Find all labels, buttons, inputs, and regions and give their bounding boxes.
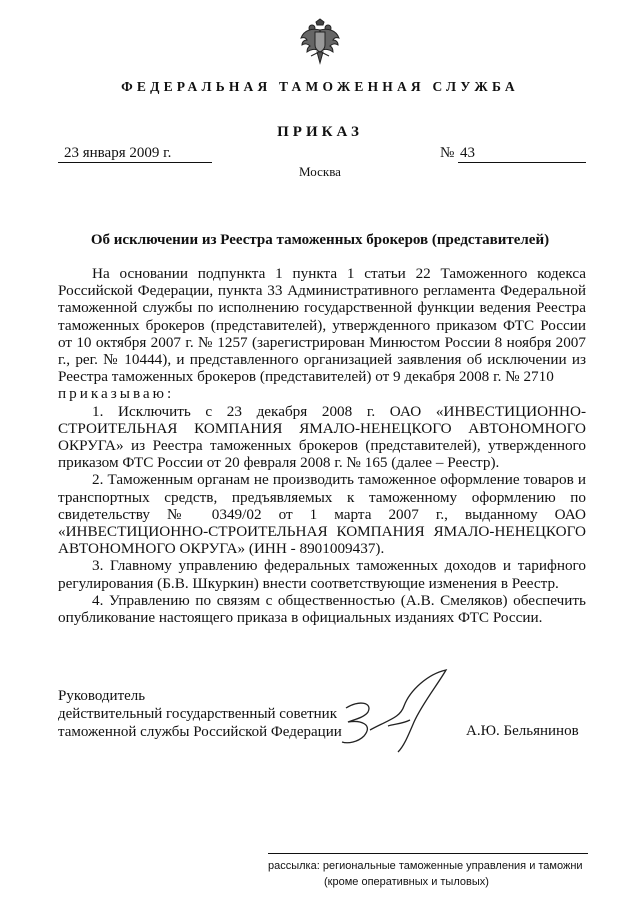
order-item-2: 2. Таможенным органам не производить таможенное оформление товаров и транспортных средств, предъявляемых к таможенному оформлению по свидетельству № 0349/02 от 1 марта 2007 г., выданному ОАО «ИНВЕСТИЦИОННО-СТРОИТЕЛЬНАЯ КОМПАНИЯ ЯМАЛО-НЕНЕЦКОГО АВТОНОМНОГО ОКРУГА» (ИНН - 8901009437). xyxy=(58,471,586,558)
document-body xyxy=(58,265,586,626)
number-label: № xyxy=(440,145,455,161)
order-item-1: 1. Исключить с 23 декабря 2008 г. ОАО «ИНВЕСТИЦИОННО-СТРОИТЕЛЬНАЯ КОМПАНИЯ ЯМАЛО-НЕНЕЦКОГО АВТОНОМНОГО ОКРУГА» из Реестра таможенных брокеров (представителей), утвержденного приказом ФТС России от 20 февраля 2008 г. № 165 (далее – Реестр). xyxy=(58,402,586,472)
distribution-divider xyxy=(268,853,588,854)
distribution-line-1: рассылка: региональные таможенные управления и таможни xyxy=(268,860,583,872)
order-item-3: 3. Главному управлению федеральных таможенных доходов и тарифного регулирования (Б.В. Шкуркин) внести соответствующие изменения в Реестр. xyxy=(58,557,586,592)
document-city: Москва xyxy=(299,164,341,179)
document-type: ПРИКАЗ xyxy=(277,124,363,140)
document-date: 23 января 2009 г. xyxy=(58,145,212,163)
distribution-note xyxy=(268,858,592,890)
signatory-rank: действительный государственный советник xyxy=(58,706,338,722)
preamble-paragraph: На основании подпункта 1 пункта 1 статьи 22 Таможенного кодекса Российской Федерации, пункта 33 Административного регламента Федеральной таможенной службы по исполнению государственной функции ведения Реестра таможенных брокеров (представителей), утвержденного приказом ФТС России от 10 октября 2007 г. № 1257 (зарегистрирован Минюстом России 8 ноября 2007 г., рег. № 10444), и представленного организацией заявления об исключении из Реестра таможенных брокеров (представителей) от 9 декабря 2008 г. № 2710 xyxy=(58,265,586,386)
document-number: 43 xyxy=(458,145,586,163)
signatory-position: Руководитель xyxy=(58,688,146,704)
order-word: приказываю: xyxy=(58,385,175,403)
order-item-4: 4. Управлению по связям с общественностью (А.В. Смеляков) обеспечить опубликование настоящего приказа в официальных изданиях ФТС России. xyxy=(58,591,586,627)
agency-name: ФЕДЕРАЛЬНАЯ ТАМОЖЕННАЯ СЛУЖБА xyxy=(121,79,519,94)
handwritten-signature-icon xyxy=(318,660,468,760)
document-title: Об исключении из Реестра таможенных брокеров (представителей) xyxy=(90,232,550,248)
signatory-name: А.Ю. Бельянинов xyxy=(466,723,579,739)
signatory-service: таможенной службы Российской Федерации xyxy=(58,724,342,740)
distribution-line-2: (кроме оперативных и тыловых) xyxy=(324,876,489,888)
signatory-block xyxy=(58,687,342,741)
state-emblem-icon xyxy=(298,18,342,66)
